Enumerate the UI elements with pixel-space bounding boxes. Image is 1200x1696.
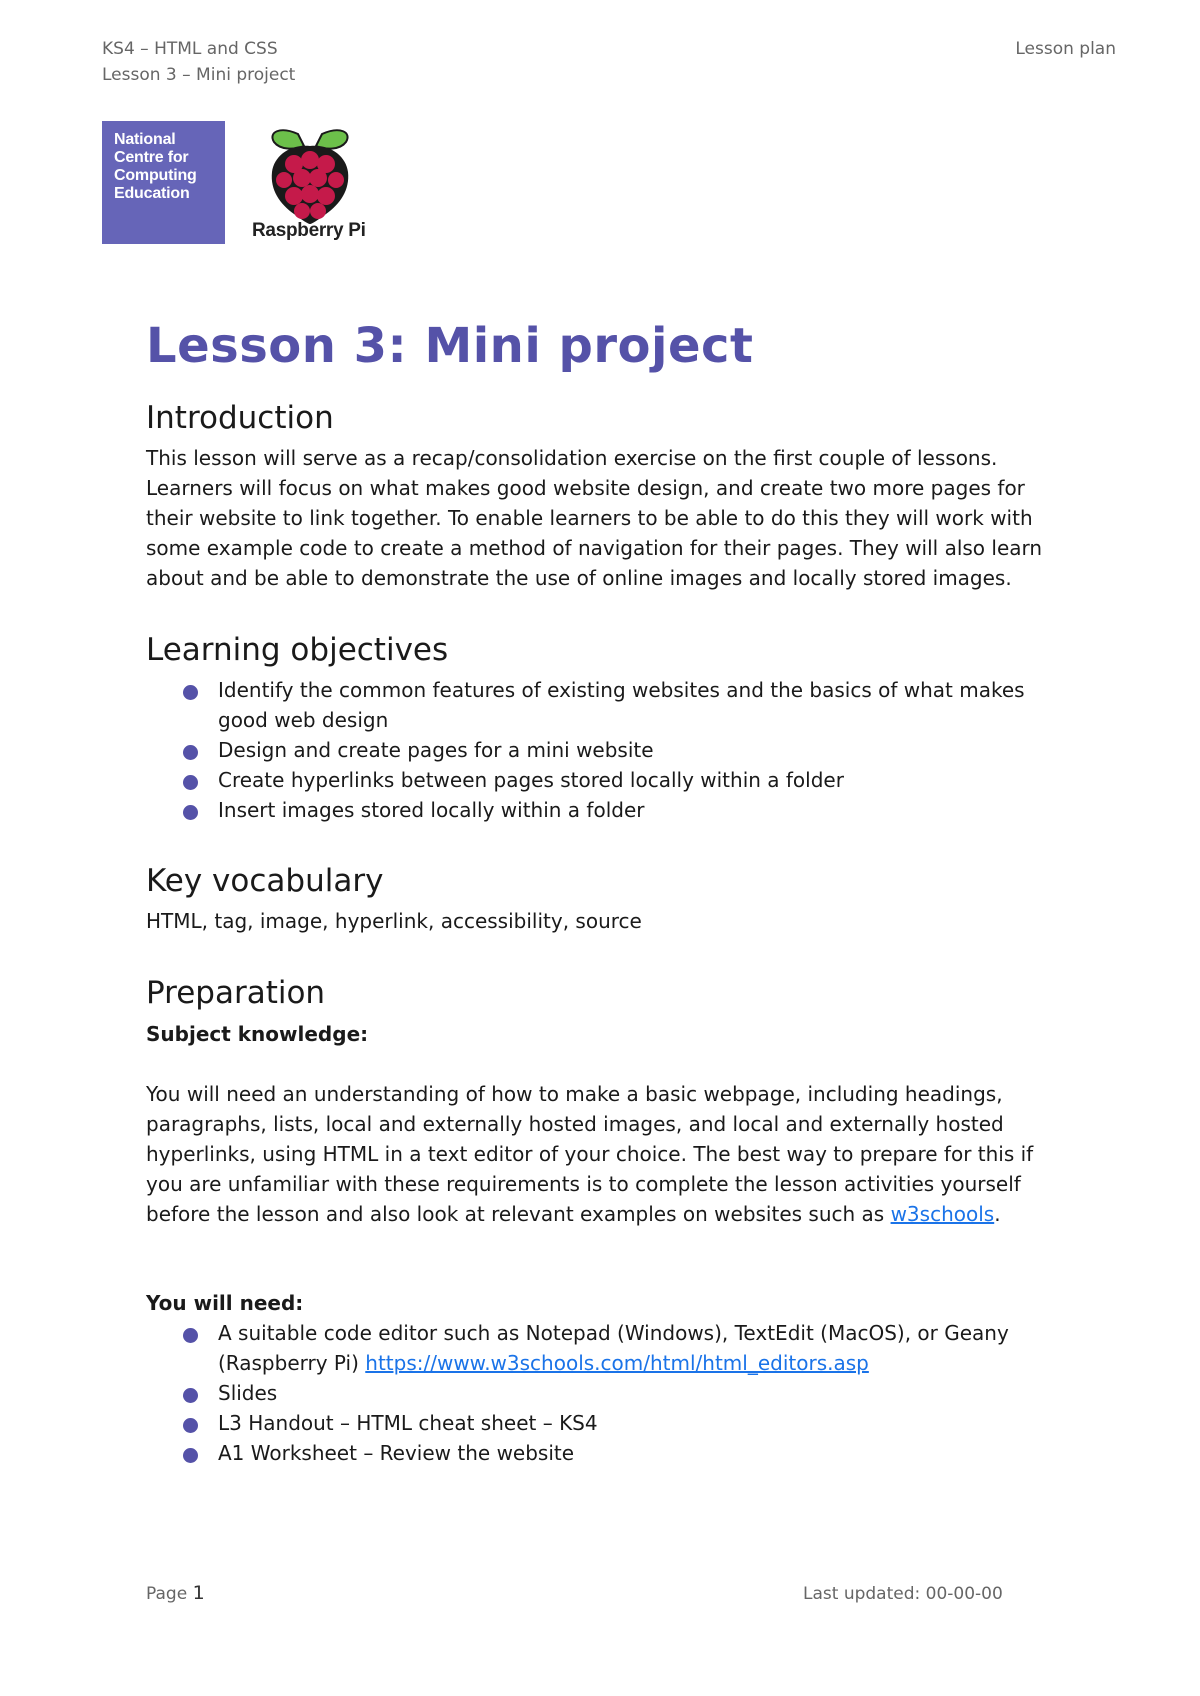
page-title: Lesson 3: Mini project	[146, 318, 754, 374]
list-item: Insert images stored locally within a folder	[218, 795, 1066, 825]
you-will-need-list	[146, 1318, 1066, 1468]
you-will-need-label: You will need:	[146, 1291, 304, 1315]
list-item: A1 Worksheet – Review the website	[218, 1438, 1066, 1468]
lesson-content	[146, 310, 1066, 1468]
subject-knowledge-body: You will need an understanding of how to make a basic webpage, including headings, paragraphs, lists, local and externally hosted images, and local and externally hosted hyperlinks, using HTML in a text editor of your choice. The best way to prepare for this if you are unfamiliar with these requirements is to complete the lesson activities yourself before the lesson and also look at relevant examples on websites such as	[146, 1082, 1034, 1226]
ncce-logo-line: National	[114, 131, 176, 148]
last-updated: Last updated: 00-00-00	[803, 1584, 1003, 1604]
page-number-value: 1	[192, 1582, 205, 1604]
header-left	[102, 36, 295, 88]
vocabulary-heading: Key vocabulary	[146, 863, 384, 899]
header-doc-type: Lesson plan	[1015, 39, 1116, 59]
list-item: L3 Handout – HTML cheat sheet – KS4	[218, 1408, 1066, 1438]
preparation-heading: Preparation	[146, 975, 326, 1011]
w3schools-link[interactable]: w3schools	[890, 1202, 995, 1226]
list-item: Slides	[218, 1378, 1066, 1408]
page-label: Page	[146, 1584, 188, 1604]
list-item: Identify the common features of existing websites and the basics of what makes good web design	[218, 675, 1066, 735]
list-item	[218, 1318, 1066, 1378]
list-item: Design and create pages for a mini website	[218, 735, 1066, 765]
ncce-logo-line: Computing	[114, 167, 197, 184]
objectives-list	[146, 675, 1066, 825]
subject-knowledge-label: Subject knowledge:	[146, 1022, 369, 1046]
vocabulary-text: HTML, tag, image, hyperlink, accessibility, source	[146, 909, 642, 933]
introduction-text: This lesson will serve as a recap/consolidation exercise on the first couple of lessons. Learners will focus on what makes good website design, and create two more pages for their website to link together. To enable learners to be able to do this they will work with some example code to create a method of navigation for their pages. They will also learn about and be able to demonstrate the use of online images and locally stored images.	[146, 446, 1043, 590]
ncce-logo-line: Education	[114, 185, 190, 202]
header-lesson: Lesson 3 – Mini project	[102, 65, 296, 85]
code-editor-text: A suitable code editor such as Notepad (Windows), TextEdit (MacOS), or Geany (Raspberry Pi)	[218, 1321, 1009, 1375]
header-course: KS4 – HTML and CSS	[102, 39, 278, 59]
ncce-logo-line: Centre for	[114, 149, 189, 166]
raspberry-pi-logo-text: Raspberry Pi	[252, 220, 366, 241]
subject-knowledge-end: .	[994, 1202, 1001, 1226]
objectives-heading: Learning objectives	[146, 632, 449, 668]
introduction-heading: Introduction	[146, 400, 334, 436]
list-item: Create hyperlinks between pages stored locally within a folder	[218, 765, 1066, 795]
html-editors-link[interactable]: https://www.w3schools.com/html/html_editors.asp	[365, 1351, 869, 1375]
ncce-logo	[102, 121, 225, 244]
subject-knowledge-text	[146, 1079, 1066, 1229]
page-number	[146, 1580, 205, 1607]
